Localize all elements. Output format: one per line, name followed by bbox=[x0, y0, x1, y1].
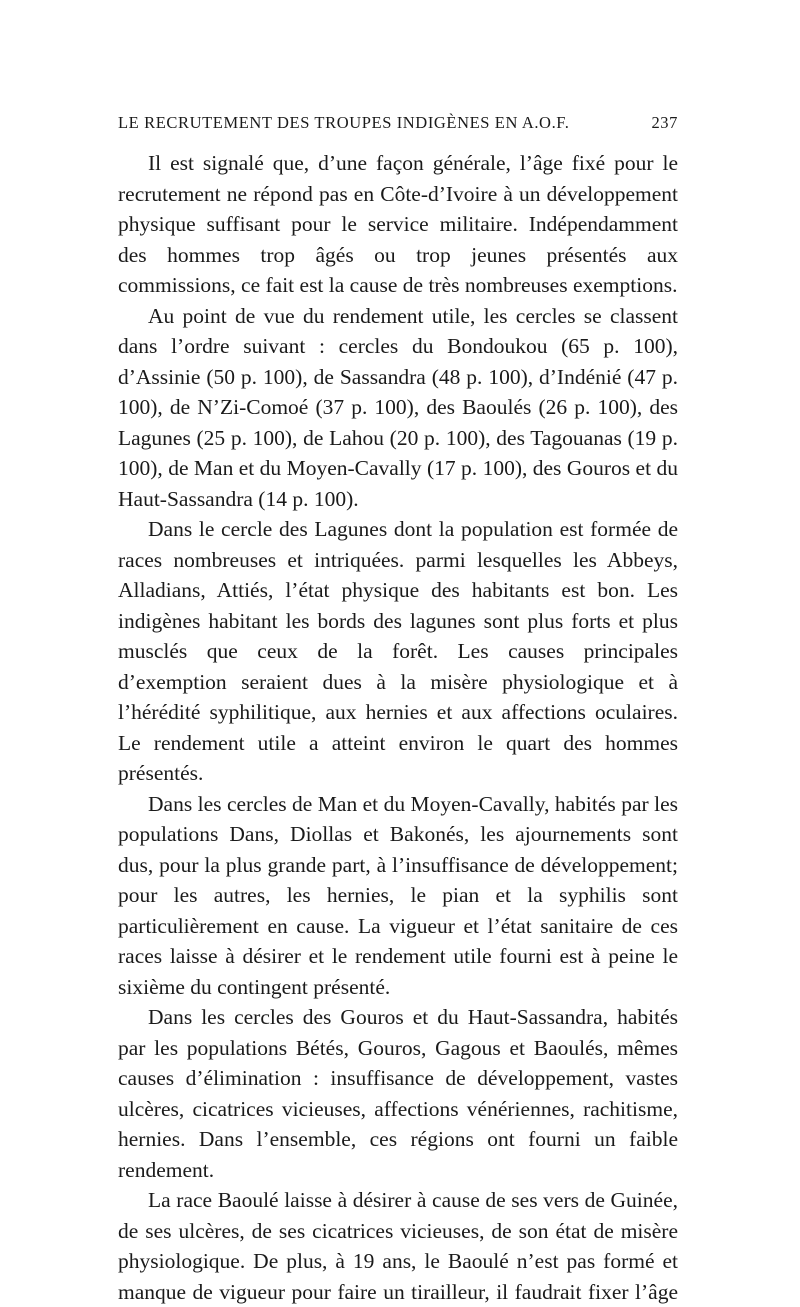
paragraph: Dans les cercles des Gouros et du Haut-Sassandra, habités par les populations Bétés, Gouros, Gagous et Baoulés, mêmes causes d’élimination : insuffisance de développement, vastes ulcères, cicatrices vicieuses, affections vénériennes, rachitisme, hernies. Dans l’ensemble, ces régions ont fourni un faible rendement. bbox=[118, 1005, 678, 1182]
book-page bbox=[118, 110, 678, 1307]
paragraph: Dans le cercle des Lagunes dont la population est formée de races nombreuses et intriquées. parmi lesquelles les Abbeys, Alladians, Attiés, l’état physique des habitants est bon. Les indigènes habitant les bords des lagunes sont plus forts et plus musclés que ceux de la forêt. Les causes principales d’exemption seraient dues à la misère physiologique et à l’hérédité syphilitique, aux hernies et aux affections oculaires. Le rendement utile a atteint environ le quart des hommes présentés. bbox=[118, 517, 678, 785]
paragraph: Dans les cercles de Man et du Moyen-Cavally, habités par les populations Dans, Diollas et Bakonés, les ajournements sont dus, pour la plus grande part, à l’insuffisance de développement; pour les autres, les hernies, le pian et la syphilis sont particulièrement en cause. La vigueur et l’état sanitaire de ces races laisse à désirer et le rendement utile fourni est à peine le sixième du contingent présenté. bbox=[118, 791, 678, 999]
body-text bbox=[118, 148, 678, 1307]
running-head bbox=[118, 110, 678, 136]
running-title: LE RECRUTEMENT DES TROUPES INDIGÈNES EN A.O.F. bbox=[118, 113, 570, 132]
paragraph: Il est signalé que, d’une façon générale, l’âge fixé pour le recrutement ne répond pas en Côte-d’Ivoire à un développement physique suffisant pour le service militaire. Indépendamment des hommes trop âgés ou trop jeunes présentés aux commissions, ce fait est la cause de très nombreuses exemptions. bbox=[118, 151, 678, 297]
page-number: 237 bbox=[651, 113, 678, 132]
paragraph: Au point de vue du rendement utile, les cercles se classent dans l’ordre suivant : cercles du Bondoukou (65 p. 100), d’Assinie (50 p. 100), de Sassandra (48 p. 100), d’Indénié (47 p. 100), de N’Zi-Comoé (37 p. 100), des Baoulés (26 p. 100), des Lagunes (25 p. 100), de Lahou (20 p. 100), des Tagouanas (19 p. 100), de Man et du Moyen-Cavally (17 p. 100), des Gouros et du Haut-Sassandra (14 p. 100). bbox=[118, 303, 678, 511]
paragraph: La race Baoulé laisse à désirer à cause de ses vers de Guinée, de ses ulcères, de ses cicatrices vicieuses, de son état de misère physiologique. De plus, à 19 ans, le Baoulé n’est pas formé et manque de vigueur pour faire un tirailleur, il faudrait fixer l’âge bbox=[118, 1188, 678, 1304]
